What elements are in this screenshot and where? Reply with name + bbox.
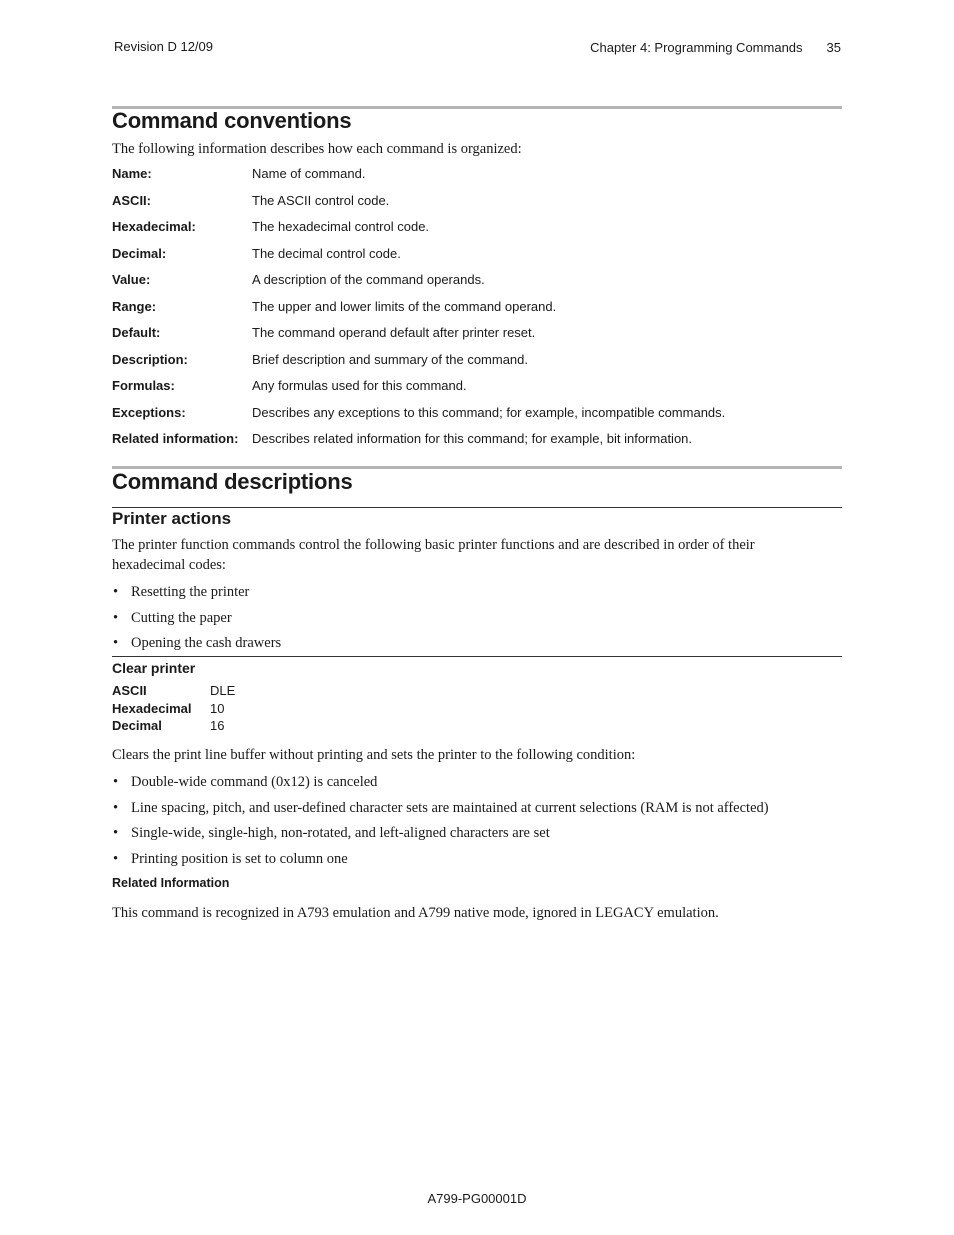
convention-definition: A description of the command operands. [252, 272, 485, 287]
running-header [590, 40, 841, 55]
convention-term: Decimal: [112, 245, 167, 261]
convention-definition: Describes any exceptions to this command; for example, incompatible commands. [252, 404, 726, 420]
command-rule [112, 656, 842, 657]
list-item-text: Double-wide command (0x12) is canceled [131, 774, 378, 790]
list-item-text: Printing position is set to column one [131, 851, 348, 867]
subsection-rule [112, 507, 842, 508]
list-item: • Printing position is set to column one [113, 851, 348, 867]
subsection-title-printer-actions: Printer actions [112, 509, 232, 528]
convention-definition: The decimal control code. [252, 245, 401, 261]
list-item: • Resetting the printer [113, 584, 250, 600]
code-key: Decimal [112, 718, 162, 733]
list-item: • Double-wide command (0x12) is canceled [113, 774, 378, 790]
related-information-text: This command is recognized in A793 emulation and A799 native mode, ignored in LEGACY emulation. [112, 905, 719, 921]
convention-definition: The command operand default after printer reset. [252, 325, 536, 340]
convention-term: Formulas: [112, 378, 175, 393]
list-item-text: Single-wide, single-high, non-rotated, and left-aligned characters are set [131, 825, 550, 841]
clear-printer-description: Clears the print line buffer without printing and sets the printer to the following condition: [112, 747, 636, 763]
code-value: 10 [210, 700, 225, 716]
convention-definition: Name of command. [252, 166, 366, 181]
list-item: • Opening the cash drawers [113, 635, 282, 651]
convention-term: Value: [112, 272, 151, 287]
convention-term: Default: [112, 325, 161, 340]
convention-term: ASCII: [112, 192, 151, 208]
section-title-conventions: Command conventions [112, 108, 352, 133]
convention-definition: The hexadecimal control code. [252, 219, 430, 234]
list-item-text: Opening the cash drawers [131, 635, 282, 651]
convention-definition: Brief description and summary of the command. [252, 351, 529, 367]
code-key: ASCII [112, 683, 147, 698]
revision-label: Revision D 12/09 [114, 39, 213, 54]
list-item-text: Line spacing, pitch, and user-defined character sets are maintained at current selections (RAM is not affected) [131, 799, 769, 816]
list-item: • Single-wide, single-high, non-rotated, and left-aligned characters are set [113, 825, 550, 841]
related-information-heading: Related Information [112, 876, 230, 890]
section-title-descriptions: Command descriptions [112, 469, 353, 494]
convention-term: Range: [112, 298, 157, 314]
convention-definition: The upper and lower limits of the command operand. [252, 298, 557, 314]
page-number: 35 [826, 40, 841, 55]
code-value: 16 [210, 718, 225, 733]
list-item: • Cutting the paper [113, 609, 232, 626]
code-value: DLE [210, 683, 236, 698]
convention-term: Name: [112, 166, 152, 181]
list-item: • Line spacing, pitch, and user-defined character sets are maintained at current selections (RAM is not affected) [113, 799, 769, 816]
conventions-intro: The following information describes how each command is organized: [112, 141, 522, 157]
command-title-clear-printer: Clear printer [112, 660, 196, 676]
convention-term: Exceptions: [112, 404, 186, 420]
convention-definition: Any formulas used for this command. [252, 378, 467, 393]
code-key: Hexadecimal [112, 700, 192, 716]
clear-printer-conditions [112, 774, 769, 871]
convention-term: Description: [112, 351, 188, 367]
convention-term: Hexadecimal: [112, 219, 196, 234]
convention-definition: Describes related information for this command; for example, bit information. [252, 431, 693, 446]
chapter-title: Chapter 4: Programming Commands [590, 40, 803, 55]
printer-actions-list [112, 584, 281, 655]
list-item-text: Cutting the paper [131, 609, 232, 626]
convention-term: Related information: [112, 431, 239, 446]
document-id: A799-PG00001D [427, 1191, 527, 1206]
convention-definition: The ASCII control code. [252, 192, 390, 208]
printer-actions-intro: The printer function commands control the following basic printer functions and are described in order of their hexadecimal codes: [112, 537, 755, 573]
list-item-text: Resetting the printer [131, 584, 250, 600]
